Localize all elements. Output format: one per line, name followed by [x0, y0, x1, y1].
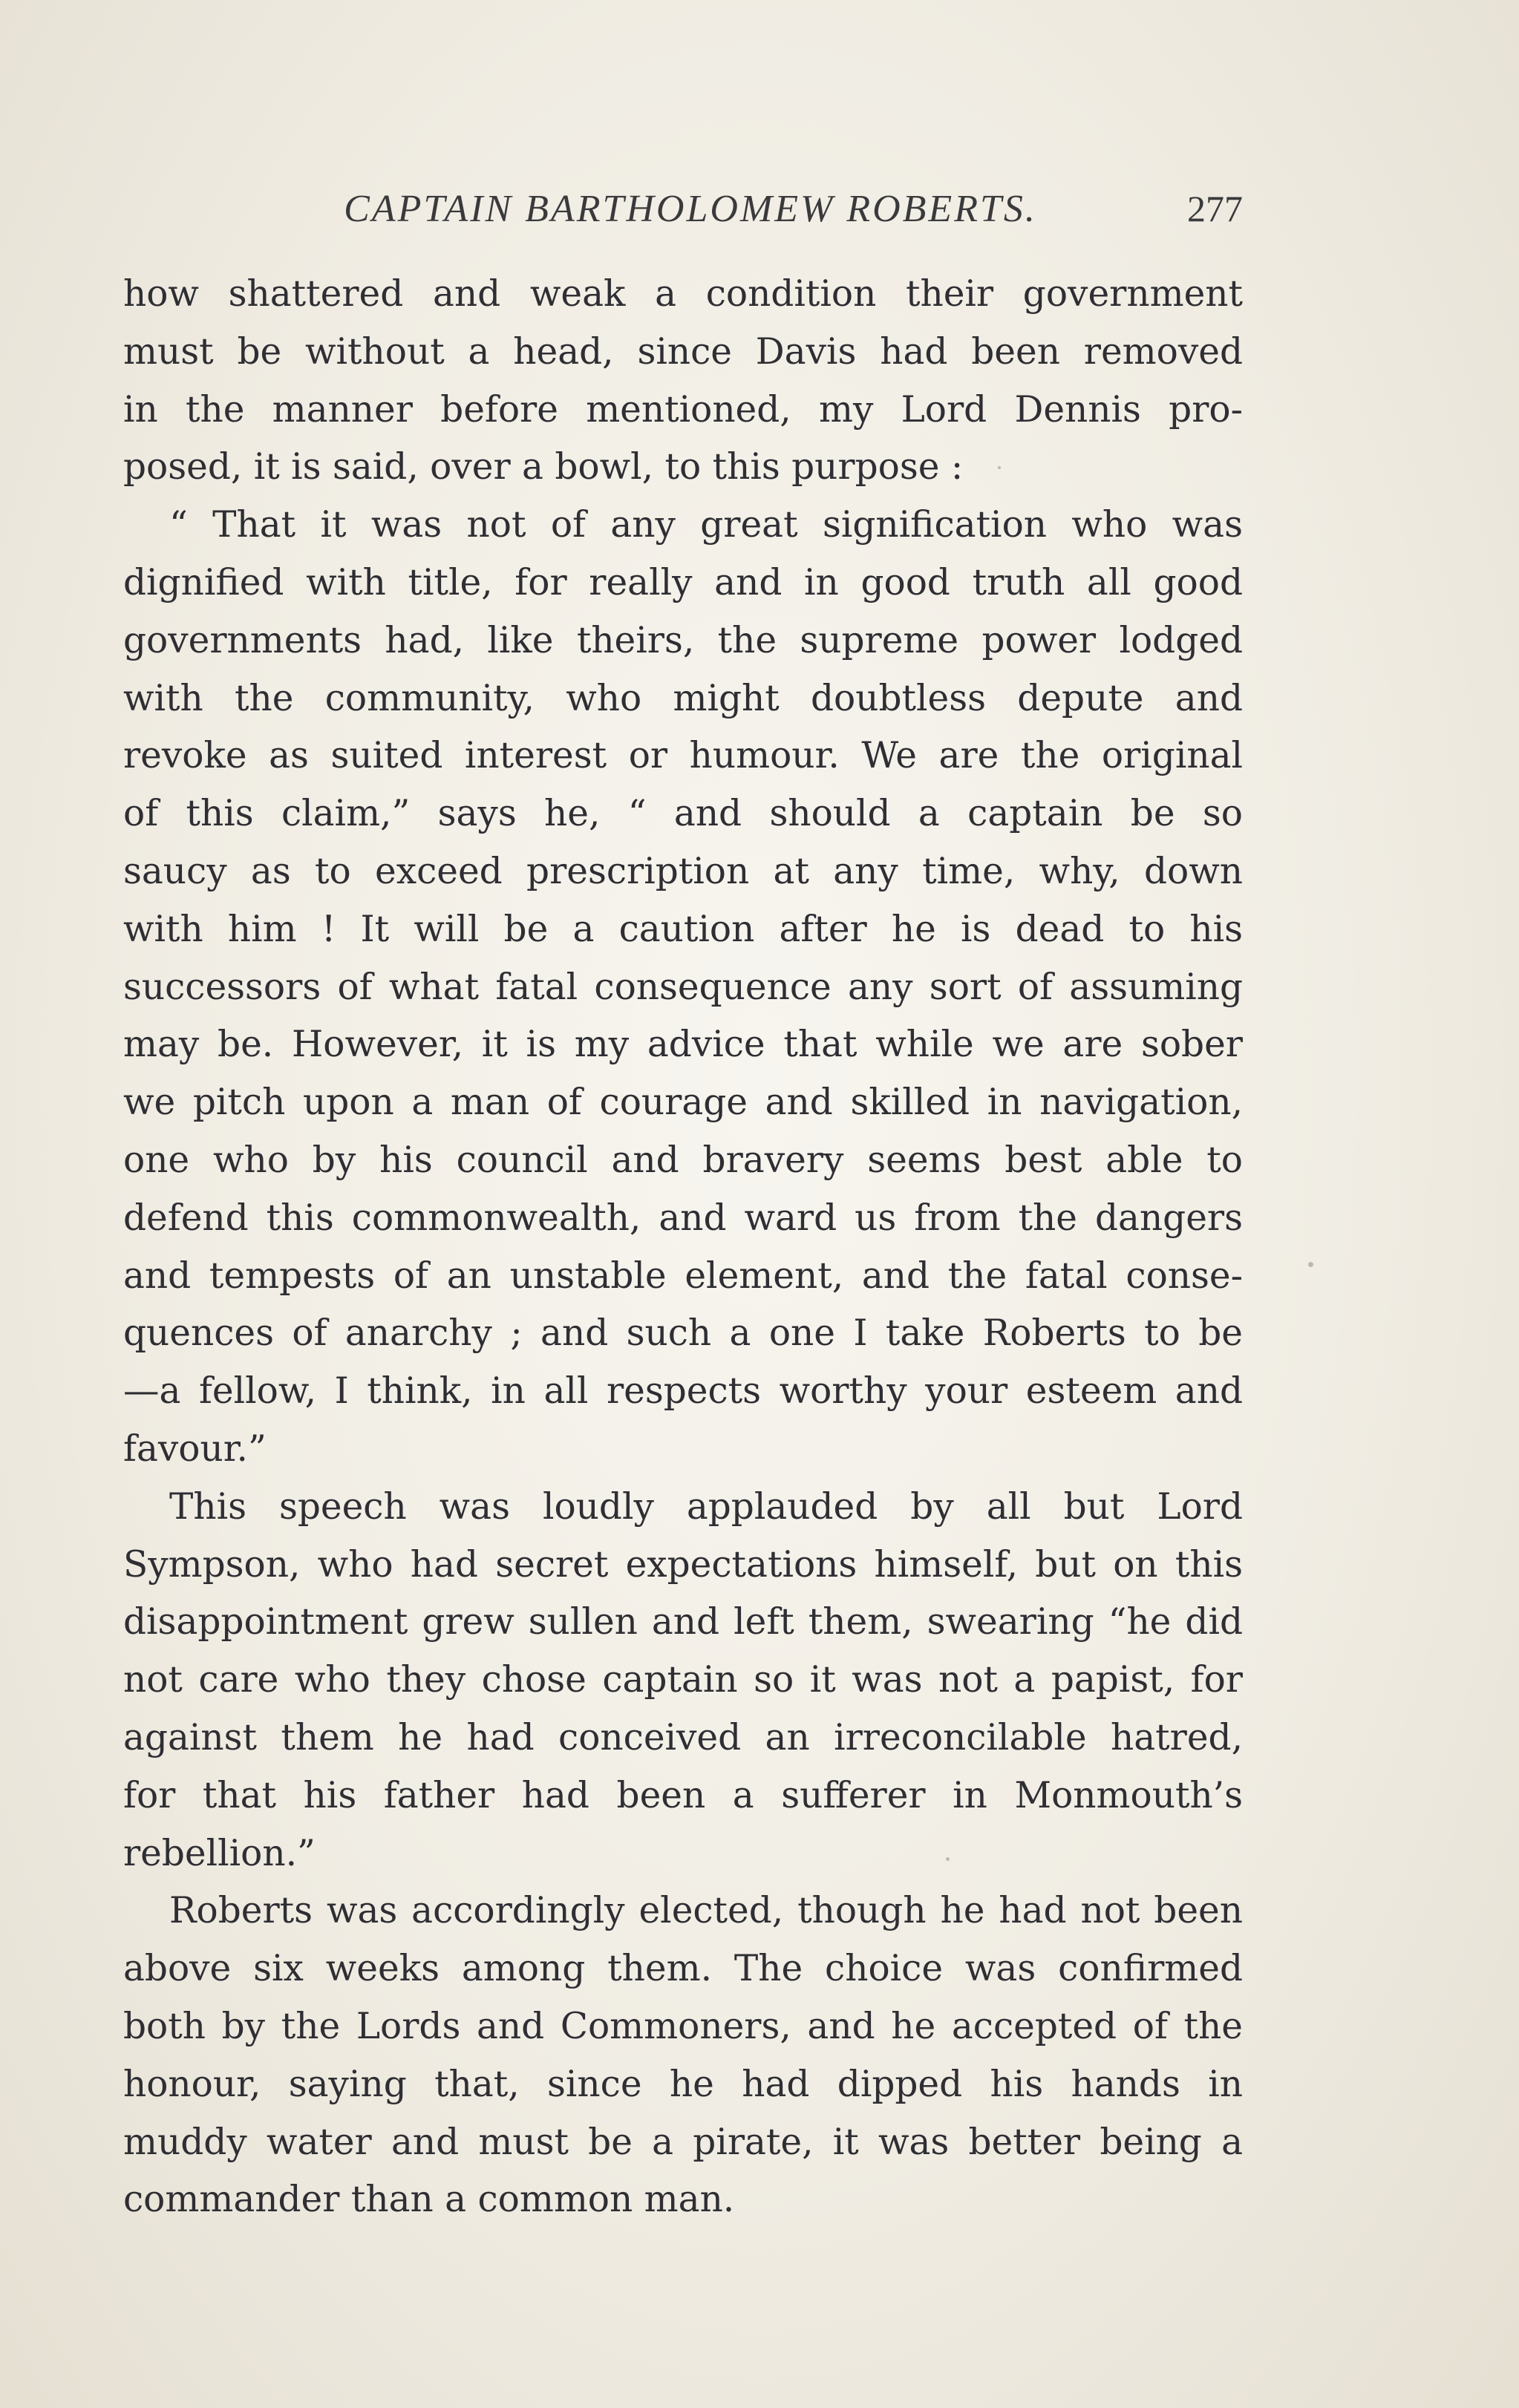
text-line: not care who they chose captain so it was not a papist, for — [123, 1659, 1243, 1701]
paper-speck — [1308, 1262, 1313, 1267]
text-line: in the manner before mentioned, my Lord Dennis pro- — [123, 388, 1243, 431]
paragraph — [123, 497, 1243, 1479]
text-line: how shattered and weak a condition their government — [123, 273, 1243, 315]
text-line: of this claim,” says he, “ and should a captain be so — [123, 793, 1243, 835]
paragraph — [123, 1479, 1243, 1883]
text-line: revoke as suited interest or humour. We are the original — [123, 735, 1243, 777]
text-line: one who by his council and bravery seems best able to — [123, 1139, 1243, 1181]
text-line: favour.” — [123, 1427, 267, 1470]
text-line: and tempests of an unstable element, and the fatal conse- — [123, 1254, 1243, 1297]
text-line: successors of what fatal consequence any sort of assuming — [123, 966, 1243, 1008]
text-line: against them he had conceived an irreconcilable hatred, — [123, 1716, 1243, 1758]
text-line: “ That it was not of any great signification who was — [169, 504, 1243, 546]
text-line: we pitch upon a man of courage and skilled in navigation, — [123, 1082, 1243, 1124]
text-line: disappointment grew sullen and left them, swearing “he did — [123, 1601, 1243, 1643]
text-line: dignified with title, for really and in good truth all good — [123, 561, 1243, 603]
text-line: commander than a common man. — [123, 2179, 735, 2221]
paper-speck — [998, 466, 1001, 469]
text-line: posed, it is said, over a bowl, to this purpose : — [123, 446, 964, 488]
text-line: for that his father had been a sufferer in Monmouth’s — [123, 1774, 1243, 1816]
text-line: honour, saying that, since he had dipped his hands in — [123, 2063, 1243, 2105]
paragraph — [123, 1882, 1243, 2229]
text-line: muddy water and must be a pirate, it was better being a — [123, 2121, 1243, 2163]
text-line: quences of anarchy ; and such a one I take Roberts to be — [123, 1312, 1243, 1355]
paper-speck — [946, 1857, 950, 1861]
text-line: both by the Lords and Commoners, and he accepted of the — [123, 2005, 1243, 2047]
text-line: This speech was loudly applauded by all but Lord — [169, 1485, 1243, 1528]
text-line: must be without a head, since Davis had been removed — [123, 330, 1243, 373]
page-header — [0, 177, 1519, 243]
page-number: 277 — [1187, 188, 1243, 229]
text-line: —a fellow, I think, in all respects worthy your esteem and — [123, 1370, 1243, 1413]
text-line: Sympson, who had secret expectations himself, but on this — [123, 1543, 1243, 1586]
text-line: saucy as to exceed prescription at any time, why, down — [123, 850, 1243, 892]
text-line: governments had, like theirs, the supreme power lodged — [123, 619, 1243, 661]
text-line: may be. However, it is my advice that while we are sober — [123, 1024, 1243, 1066]
text-line: above six weeks among them. The choice was confirmed — [123, 1948, 1243, 1990]
body-text — [123, 266, 1243, 2229]
text-line: with the community, who might doubtless depute and — [123, 677, 1243, 719]
text-line: rebellion.” — [123, 1832, 316, 1874]
paragraph — [123, 266, 1243, 497]
text-line: defend this commonwealth, and ward us from the dangers — [123, 1197, 1243, 1239]
running-head: CAPTAIN BARTHOLOMEW ROBERTS. — [344, 188, 1037, 230]
text-line: Roberts was accordingly elected, though he had not been — [169, 1890, 1243, 1932]
text-line: with him ! It will be a caution after he is dead to his — [123, 908, 1243, 950]
